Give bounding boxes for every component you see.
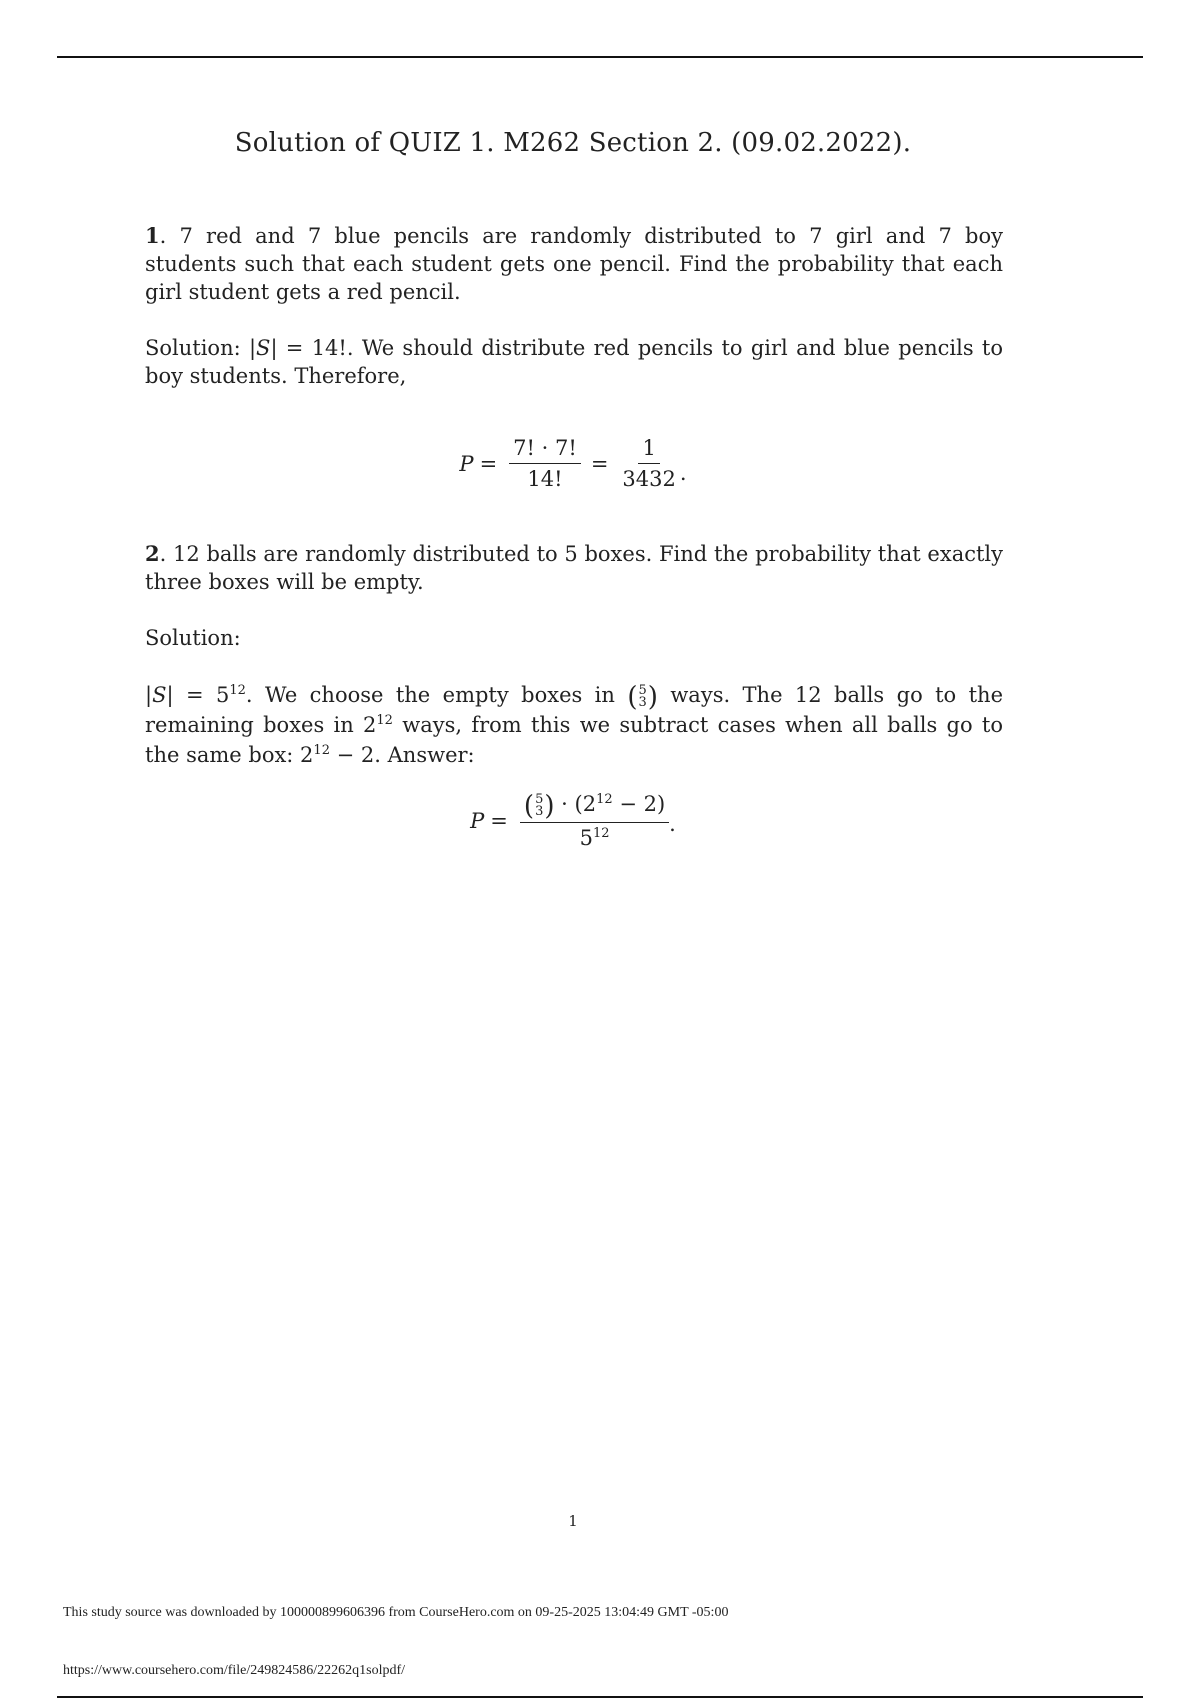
question-1-text: . 7 red and 7 blue pencils are randomly distributed to 7 girl and 7 boy students such that each student gets one pencil. Find the probability that each girl student gets a red pencil.: [145, 224, 1003, 304]
page-number: 1: [568, 1512, 578, 1530]
binom-bottom: 3: [638, 694, 647, 710]
eq1-lhs: P: [459, 451, 474, 476]
eq2-num-end: − 2): [612, 792, 666, 816]
eq2-denominator: [576, 823, 614, 850]
s2-part-5: ways, from this we subtract cases when all balls go to the same box: 2: [145, 713, 1003, 767]
s2-part-3: . We choose the empty boxes in: [245, 683, 628, 707]
download-notice: This study source was downloaded by 100000899606396 from CourseHero.com on 09-25-2025 13:04:49 GMT -05:00: [63, 1605, 729, 1620]
question-2: [145, 540, 1003, 596]
eq2-period: .: [669, 811, 676, 836]
equation-1: [0, 436, 1146, 491]
eq2-num-exp: 12: [596, 792, 613, 807]
eq2-lhs: P: [470, 808, 485, 833]
solution-1: [145, 334, 1003, 390]
eq1-equals-2: =: [590, 451, 609, 476]
eq2-fraction: [520, 789, 669, 850]
solution-1-prefix: Solution: |: [145, 336, 257, 360]
eq1-numerator-2: 1: [638, 436, 659, 464]
top-rule: [57, 56, 1143, 58]
eq2-binom-top: 5: [535, 791, 544, 807]
s2-s: S: [152, 683, 167, 707]
question-2-text: . 12 balls are randomly distributed to 5 boxes. Find the probability that exactly three boxes will be empty.: [145, 542, 1003, 594]
eq2-binomial: ( 5 3 ): [523, 789, 555, 822]
s2-part-2: | = 5: [166, 683, 230, 707]
eq2-den-base: 5: [579, 825, 593, 850]
eq1-numerator-1: 7! · 7!: [509, 436, 581, 464]
question-2-number: 2: [145, 541, 160, 566]
eq1-denominator-2: 3432: [622, 467, 676, 491]
solution-2: [145, 680, 1003, 770]
solution-1-s: S: [256, 336, 271, 360]
solution-2-label: Solution:: [145, 626, 241, 650]
eq1-period: .: [679, 461, 687, 485]
binomial-5-choose-3: ( 5 3 ): [627, 680, 658, 713]
eq1-fraction-2: [618, 436, 679, 491]
eq2-binom-bottom: 3: [535, 803, 544, 819]
eq2-num-mid: · (2: [554, 792, 597, 816]
eq2-numerator: [520, 789, 669, 823]
source-url[interactable]: https://www.coursehero.com/file/249824586/22262q1solpdf/: [63, 1663, 406, 1678]
s2-exp-2: 12: [376, 713, 393, 728]
s2-part-6: − 2. Answer:: [329, 743, 475, 767]
document-title: Solution of QUIZ 1. M262 Section 2. (09.02.2022).: [234, 128, 912, 158]
equation-2: [0, 789, 1146, 850]
solution-1-text: | = 14!. We should distribute red pencils to girl and blue pencils to boy students. Therefore,: [145, 336, 1004, 388]
s2-exp-1: 12: [229, 683, 246, 698]
eq1-equals: =: [479, 451, 498, 476]
eq1-denominator-1: 14!: [527, 467, 563, 491]
question-1: [145, 222, 1003, 306]
binom-top: 5: [638, 682, 647, 698]
s2-exp-3: 12: [313, 743, 330, 758]
bottom-rule: [57, 1696, 1143, 1698]
eq2-den-exp: 12: [592, 825, 610, 841]
eq1-fraction-1: [509, 436, 581, 491]
s2-bar-1: |: [145, 683, 153, 707]
question-1-number: 1: [145, 223, 160, 248]
s2-part-4: ways. The 12 balls go to the remaining boxes in 2: [145, 683, 1003, 737]
eq2-equals: =: [490, 808, 508, 833]
